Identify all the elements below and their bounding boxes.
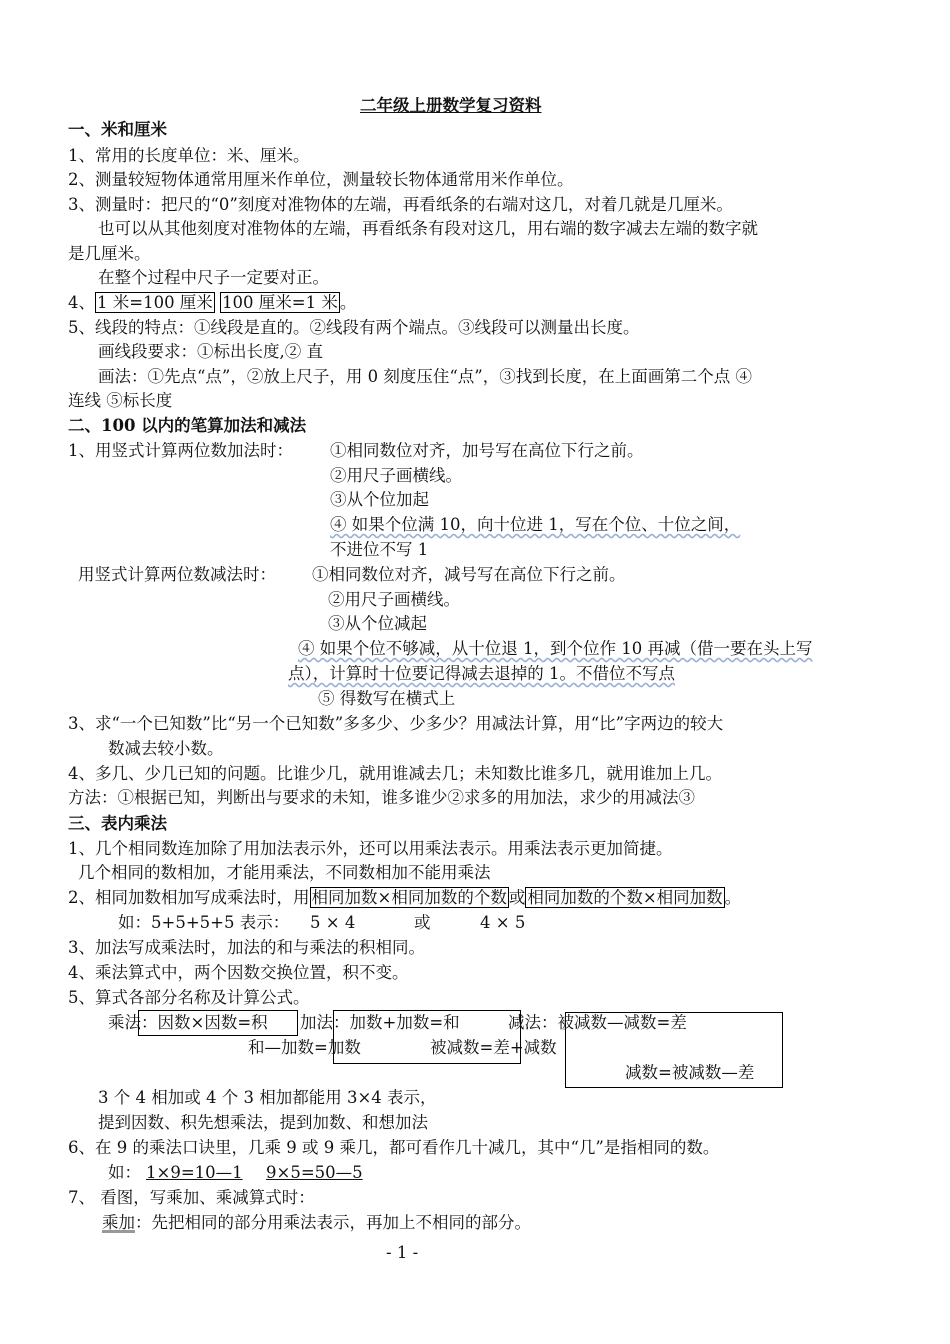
text: 4、 [68,293,95,312]
paragraph: ④ 如果个位满 10，向十位进 1，写在个位、十位之间， [330,515,741,534]
paragraph: 3、测量时：把尺的“0”刻度对准物体的左端，再看纸条的右端对这几，对着几就是几厘米。 [68,195,733,214]
paragraph-boxed-formula [68,888,741,908]
example-label: 如：5+5+5+5 表示： [118,913,290,932]
paragraph: 提到因数、积先想乘法，提到加数、和想加法 [98,1113,428,1132]
paragraph: ③从个位加起 [330,490,429,509]
paragraph: ①相同数位对齐，减号写在高位下行之前。 [312,565,626,584]
text: 或 [508,888,526,907]
paragraph: ①相同数位对齐，加号写在高位下行之前。 [330,441,644,460]
paragraph: 1、用竖式计算两位数加法时： [68,441,293,460]
subtraction-formula-inverse-2: 减数=被减数—差 [625,1063,755,1082]
example-expression: 5 × 4 [310,913,356,932]
paragraph: 数减去较小数。 [108,739,224,758]
example-or: 或 [414,913,431,932]
text: 2、相同加数相加写成乘法时，用 [68,888,310,907]
paragraph: 1、常用的长度单位：米、厘米。 [68,146,310,165]
section-1-heading: 一、米和厘米 [68,120,167,139]
section-2-heading: 二、100 以内的笔算加法和减法 [68,416,307,435]
paragraph: 2、测量较短物体通常用厘米作单位，测量较长物体通常用米作单位。 [68,170,574,189]
boxed-formula: 相同加数×相同加数的个数 [311,888,507,907]
paragraph: 3、求“一个已知数”比“另一个已知数”多多少、少多少？用减法计算，用“比”字两边的较大 [68,714,724,733]
paragraph: 6、在 9 的乘法口诀里，几乘 9 或 9 乘几，都可看作几十减几，其中“几”是指相同的数。 [68,1138,720,1157]
paragraph: ④ 如果个位不够减，从十位退 1，到个位作 10 再减（借一要在头上写 [298,639,813,658]
addition-formula: 加法：加数+加数=和 [300,1013,460,1032]
boxed-formula: 100 厘米=1 米 [222,293,338,312]
subtraction-formula-inverse: 被减数=差+减数 [430,1038,557,1057]
paragraph: 画线段要求：①标出长度,② 直 [98,342,323,361]
paragraph: 方法：①根据已知，判断出与要求的未知，谁多谁少②求多的用加法，求少的用减法③ [68,788,695,807]
paragraph: 3 个 4 相加或 4 个 3 相加都能用 3×4 表示， [98,1088,437,1107]
paragraph: 连线 ⑤标长度 [68,391,173,410]
paragraph: 画法：①先点“点”，②放上尺子，用 0 刻度压住“点”，③找到长度，在上面画第二个点 ④ [98,367,752,386]
paragraph-boxed-units [68,293,356,313]
example-expression: 1×9=10—1 [146,1163,243,1182]
paragraph: 1、几个相同数连加除了用加法表示外，还可以用乘法表示。用乘法表示更加简捷。 [68,839,673,858]
boxed-formula: 相同加数的个数×相同加数 [527,888,723,907]
example-expression: 9×5=50—5 [266,1163,363,1182]
subtraction-formula: 减法：被减数—减数=差 [508,1013,687,1032]
page-title: 二年级上册数学复习资料 [360,96,542,115]
paragraph: ⑤ 得数写在横式上 [318,689,456,708]
paragraph: 几个相同的数相加，才能用乘法，不同数相加不能用乘法 [78,863,491,882]
paragraph: 5、线段的特点：①线段是直的。②线段有两个端点。③线段可以测量出长度。 [68,318,640,337]
paragraph: 5、算式各部分名称及计算公式。 [68,988,310,1007]
section-3-heading: 三、表内乘法 [68,814,167,833]
example-expression: 4 × 5 [480,913,526,932]
paragraph: 是几厘米。 [68,244,151,263]
paragraph: ②用尺子画横线。 [328,590,460,609]
paragraph: 不进位不写 1 [330,540,429,559]
paragraph: 用竖式计算两位数减法时： [78,565,276,584]
paragraph: 3、加法写成乘法时，加法的和与乘法的积相同。 [68,938,425,957]
page-number: - 1 - [386,1243,419,1262]
text: ：先把相同的部分用乘法表示，再加上不相同的部分。 [135,1213,531,1232]
paragraph: ③从个位减起 [328,614,427,633]
boxed-formula: 1 米=100 厘米 [97,293,213,312]
paragraph: 也可以从其他刻度对准物体的左端，再看纸条有段对这几，用右端的数字减去左端的数字就 [98,219,758,238]
paragraph: 4、乘法算式中，两个因数交换位置，积不变。 [68,963,409,982]
paragraph: 7、 看图，写乘加、乘减算式时： [68,1188,315,1207]
paragraph: 点），计算时十位要记得减去退掉的 1。不借位不写点 [288,664,675,683]
paragraph: 4、多几、少几已知的问题。比谁少几，就用谁减去几；未知数比谁多几，就用谁加上几。 [68,764,722,783]
paragraph: 在整个过程中尺子一定要对正。 [98,268,329,287]
text: 。 [339,293,357,312]
addition-formula-inverse: 和—加数=加数 [248,1038,361,1057]
paragraph-highlight [102,1213,531,1233]
example-label: 如： [108,1163,141,1182]
text: 。 [724,888,742,907]
highlight-term: 乘加 [102,1213,135,1232]
paragraph: ②用尺子画横线。 [330,466,462,485]
multiplication-formula: 乘法：因数×因数=积 [108,1013,268,1032]
